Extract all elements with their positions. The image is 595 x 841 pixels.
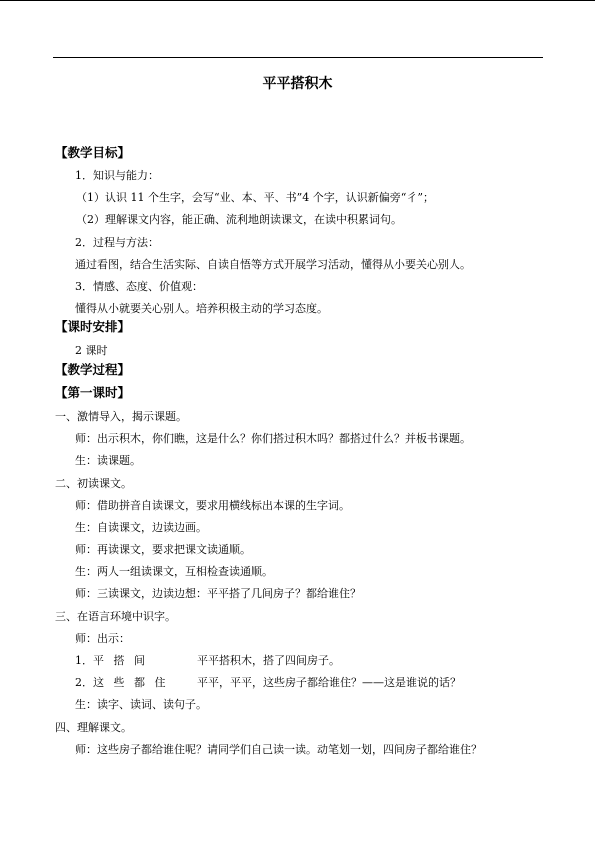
step-2-line-4: 生：两人一组读课文，互相检查读通顺。 (75, 565, 273, 578)
goal-knowledge-item-1: （1）认识 11 个生字，会写“业、本、平、书”4 个字，认识新偏旁“彳”； (76, 191, 434, 204)
section-heading-goals: 【教学目标】 (55, 145, 131, 160)
section-heading-process: 【教学过程】 (55, 362, 131, 377)
step-2-line-2: 生：自读课文，边读边画。 (75, 521, 207, 534)
step-3-item-2-words: 2．这 些 都 住 (75, 676, 166, 689)
step-1-title: 一、激情导入，揭示课题。 (55, 410, 187, 423)
step-1-line-2: 生：读课题。 (75, 454, 141, 467)
step-3-line-2: 生：读字、读词、读句子。 (75, 698, 207, 711)
page-top-border (0, 0, 595, 1)
step-1-line-1: 师：出示积木，你们瞧，这是什么？你们搭过积木吗？都搭过什么？并板书课题。 (75, 432, 471, 445)
goal-method-text: 通过看图，结合生活实际、自读自悟等方式开展学习活动，懂得从小要关心别人。 (75, 258, 471, 271)
schedule-text: 2 课时 (75, 344, 108, 357)
document-title: 平平搭积木 (262, 76, 333, 92)
goal-knowledge-title: 1．知识与能力： (75, 169, 159, 182)
step-3-item-2-sentence: 平平，平平，这些房子都给谁住？——这是谁说的话？ (197, 676, 461, 689)
step-3-line-1: 师：出示： (75, 632, 130, 645)
step-4-line-1: 师：这些房子都给谁住呢？请同学们自己读一读。动笔划一划，四间房子都给谁住？ (75, 743, 482, 756)
goal-emotion-text: 懂得从小就要关心别人。培养积极主动的学习态度。 (75, 302, 328, 315)
goal-emotion-title: 3．情感、态度、价值观： (75, 280, 203, 293)
step-2-line-1: 师：借助拼音自读课文，要求用横线标出本课的生字词。 (75, 499, 350, 512)
step-3-item-1-sentence: 平平搭积木，搭了四间房子。 (197, 654, 340, 667)
step-2-line-5: 师：三读课文，边读边想：平平搭了几间房子？都给谁住？ (75, 587, 361, 600)
step-4-title: 四、理解课文。 (55, 721, 132, 734)
section-heading-first-lesson: 【第一课时】 (55, 385, 131, 400)
section-heading-schedule: 【课时安排】 (55, 319, 131, 334)
step-2-line-3: 师：再读课文，要求把课文读通顺。 (75, 543, 251, 556)
goal-method-title: 2．过程与方法： (75, 236, 159, 249)
step-3-title: 三、在语言环境中识字。 (55, 610, 176, 623)
step-2-title: 二、初读课文。 (55, 477, 132, 490)
header-rule (53, 57, 543, 58)
goal-knowledge-item-2: （2）理解课文内容，能正确、流利地朗读课文，在读中积累词句。 (76, 213, 402, 226)
step-3-item-1-words: 1．平 搭 间 (75, 654, 145, 667)
